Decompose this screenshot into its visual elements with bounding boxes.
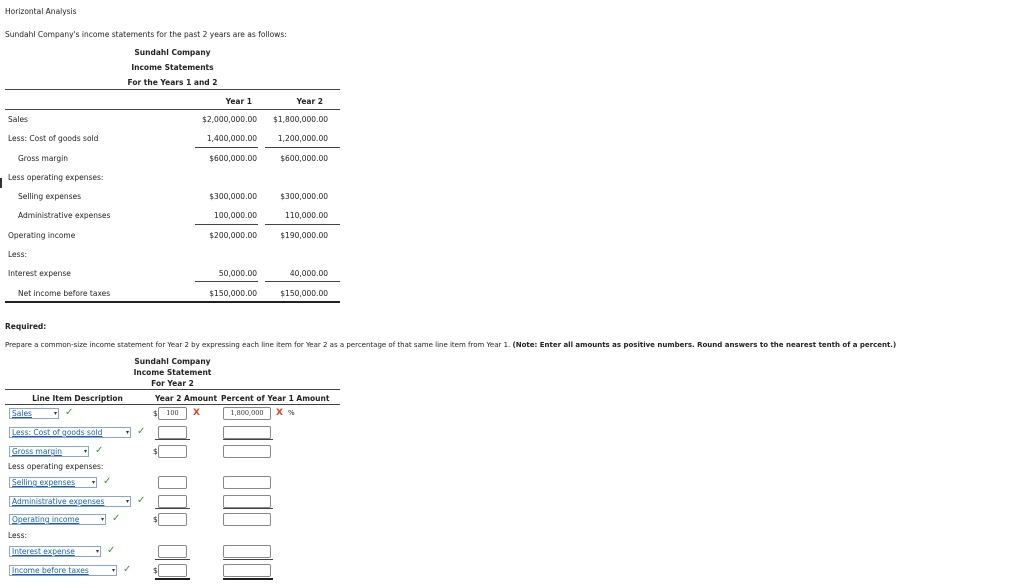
answer-bottom-rule-amount (155, 578, 190, 580)
admin-answer-rule-percent (223, 508, 273, 509)
year2-amount-input[interactable] (158, 426, 187, 439)
dollar-sign: $ (153, 409, 158, 418)
interest-total-rule-y1 (195, 281, 258, 282)
percent-of-year1-input[interactable] (223, 545, 271, 558)
column-header-rule (5, 109, 340, 110)
chevron-down-icon: ▾ (125, 429, 129, 436)
statement-row-label: Selling expenses (18, 192, 82, 201)
percent-of-year1-input[interactable] (223, 513, 271, 526)
interest-answer-rule-percent (223, 559, 273, 560)
statement-row-value-year1: 50,000.00 (218, 269, 257, 278)
year2-amount-input[interactable] (158, 545, 187, 558)
statement-row-label: Net income before taxes (18, 289, 111, 298)
page-title: Horizontal Analysis (5, 7, 77, 16)
correct-check-icon: ✓ (107, 545, 116, 556)
statement-row-label: Less: (8, 250, 28, 259)
statement-row-label: Sales (8, 115, 28, 124)
chevron-down-icon: ▾ (95, 548, 99, 555)
correct-check-icon: ✓ (103, 476, 112, 487)
statement-row-value-year1: $600,000.00 (209, 154, 257, 163)
line-item-dropdown[interactable] (9, 446, 89, 457)
chevron-down-icon: ▾ (111, 567, 115, 574)
line-item-dropdown[interactable] (9, 514, 106, 525)
statement-row-label: Operating income (8, 231, 76, 240)
correct-check-icon: ✓ (137, 495, 146, 506)
admin-total-rule-y1 (195, 224, 258, 225)
chevron-down-icon: ▾ (91, 479, 95, 486)
statement-row-value-year1: 100,000.00 (214, 211, 257, 220)
statement-row-value-year2: $1,800,000.00 (273, 115, 328, 124)
year2-amount-input[interactable] (158, 564, 187, 577)
chevron-down-icon: ▾ (100, 516, 104, 523)
line-item-dropdown-value: Interest expense (12, 547, 75, 556)
line-item-dropdown-value: Selling expenses (12, 478, 76, 487)
chevron-down-icon: ▾ (53, 410, 57, 417)
answer-header-rule (5, 389, 340, 390)
col-amount-header: Year 2 Amount (155, 394, 218, 403)
line-item-dropdown[interactable] (9, 496, 131, 507)
admin-answer-rule-amount (155, 508, 190, 509)
required-text (5, 341, 896, 349)
statement-bottom-rule (5, 301, 340, 303)
dollar-sign: $ (153, 566, 158, 575)
statement-row-value-year2: 1,200,000.00 (277, 134, 328, 143)
statement-row-value-year1: $300,000.00 (209, 192, 257, 201)
intro-text: Sundahl Company's income statements for the past 2 years are as follows: (5, 30, 287, 39)
statement-row-value-year2: $190,000.00 (280, 231, 328, 240)
year2-amount-input[interactable]: 100 (158, 407, 187, 420)
statement-row-value-year1: $150,000.00 (209, 289, 257, 298)
statement-name: Income Statements (131, 63, 214, 72)
line-item-dropdown-value: Sales (12, 409, 32, 418)
cogs-answer-rule-percent (223, 439, 273, 440)
interest-answer-rule-amount (155, 559, 190, 560)
line-item-dropdown-value: Less: Cost of goods sold (12, 428, 103, 437)
admin-total-rule-y2 (265, 224, 340, 225)
statement-row-value-year2: 110,000.00 (285, 211, 328, 220)
answer-company: Sundahl Company (134, 357, 211, 366)
year2-amount-input[interactable] (158, 445, 187, 458)
percent-of-year1-input[interactable] (223, 426, 271, 439)
required-instruction: Prepare a common-size income statement for Year 2 by expressing each line item for Year 2 as a percentage of that same line item from Year 1. (5, 341, 511, 349)
percent-of-year1-input[interactable]: 1,800,000 (223, 407, 271, 420)
percent-sign: % (288, 409, 295, 417)
incorrect-x-icon: X (276, 408, 283, 418)
col-description-header: Line Item Description (32, 394, 123, 403)
line-item-dropdown[interactable] (9, 546, 101, 557)
interest-total-rule-y2 (265, 281, 340, 282)
required-heading: Required: (5, 322, 47, 331)
dollar-sign: $ (153, 447, 158, 456)
answer-row-static-label: Less operating expenses: (8, 462, 104, 471)
statement-row-value-year2: $600,000.00 (280, 154, 328, 163)
statement-row-value-year1: $2,000,000.00 (202, 115, 257, 124)
statement-row-label: Gross margin (18, 154, 68, 163)
line-item-dropdown[interactable] (9, 408, 59, 419)
statement-period: For the Years 1 and 2 (127, 78, 218, 87)
incorrect-x-icon: X (193, 408, 200, 418)
year2-amount-input[interactable] (158, 513, 187, 526)
statement-row-value-year1: 1,400,000.00 (206, 134, 257, 143)
chevron-down-icon: ▾ (83, 448, 87, 455)
dollar-sign: $ (153, 515, 158, 524)
left-edge-marker (0, 178, 2, 188)
col-year2-header: Year 2 (296, 97, 323, 106)
answer-row-static-label: Less: (8, 531, 28, 540)
correct-check-icon: ✓ (112, 513, 121, 524)
line-item-dropdown-value: Gross margin (12, 447, 62, 456)
percent-of-year1-input[interactable] (223, 476, 271, 489)
answer-bottom-rule-percent (223, 578, 273, 580)
line-item-dropdown[interactable] (9, 477, 97, 488)
required-note: (Note: Enter all amounts as positive numbers. Round answers to the nearest tenth of a percent.) (512, 341, 897, 349)
line-item-dropdown-value: Operating income (12, 515, 80, 524)
year2-amount-input[interactable] (158, 476, 187, 489)
statement-row-value-year2: 40,000.00 (289, 269, 328, 278)
col-percent-header: Percent of Year 1 Amount (221, 394, 330, 403)
percent-of-year1-input[interactable] (223, 495, 271, 508)
line-item-dropdown[interactable] (9, 427, 131, 438)
percent-of-year1-input[interactable] (223, 564, 271, 577)
percent-of-year1-input[interactable] (223, 445, 271, 458)
cogs-total-rule-y1 (195, 147, 258, 148)
cogs-total-rule-y2 (265, 147, 340, 148)
statement-header-rule (5, 89, 340, 90)
answer-name: Income Statement (133, 368, 212, 377)
correct-check-icon: ✓ (123, 564, 132, 575)
statement-row-label: Less: Cost of goods sold (8, 134, 99, 143)
statement-company: Sundahl Company (134, 48, 211, 57)
correct-check-icon: ✓ (65, 407, 74, 418)
statement-row-value-year1: $200,000.00 (209, 231, 257, 240)
correct-check-icon: ✓ (95, 445, 104, 456)
cogs-answer-rule-amount (155, 439, 190, 440)
line-item-dropdown-value: Administrative expenses (12, 497, 105, 506)
statement-row-label: Less operating expenses: (8, 173, 104, 182)
answer-period: For Year 2 (151, 379, 194, 388)
col-year1-header: Year 1 (225, 97, 252, 106)
statement-row-label: Interest expense (8, 269, 71, 278)
year2-amount-input[interactable] (158, 495, 187, 508)
line-item-dropdown-value: Income before taxes (12, 566, 89, 575)
statement-row-value-year2: $300,000.00 (280, 192, 328, 201)
statement-row-value-year2: $150,000.00 (280, 289, 328, 298)
chevron-down-icon: ▾ (125, 498, 129, 505)
correct-check-icon: ✓ (137, 426, 146, 437)
line-item-dropdown[interactable] (9, 565, 117, 576)
answer-column-rule (5, 404, 340, 405)
statement-row-label: Administrative expenses (18, 211, 111, 220)
